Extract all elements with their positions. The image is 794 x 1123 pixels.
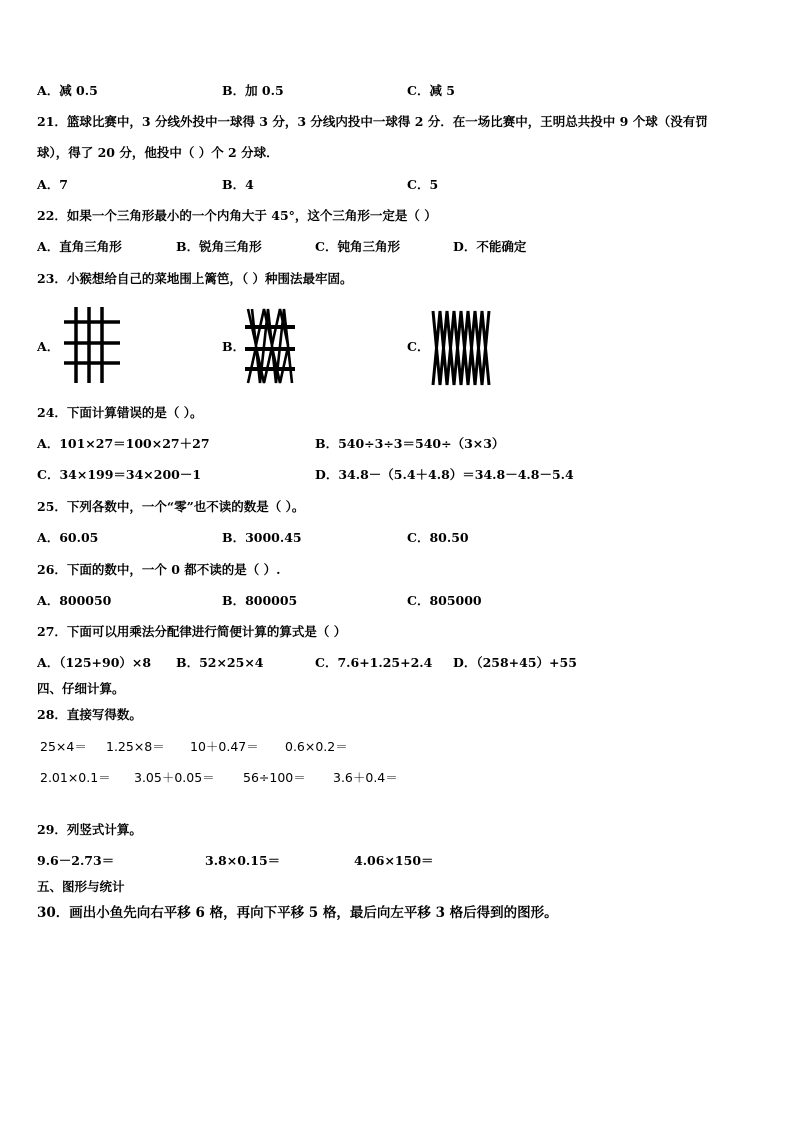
- section-heading-5: 五、图形与统计: [37, 879, 125, 894]
- q23-option-b[interactable]: B．: [222, 339, 246, 354]
- q22-option-d[interactable]: D．不能确定: [453, 239, 527, 254]
- q27-option-a[interactable]: A．（125+90）×8: [37, 655, 152, 670]
- q20-option-b[interactable]: B．加 0.5: [222, 83, 284, 98]
- q25-option-b[interactable]: B．3000.45: [222, 530, 302, 545]
- q25-stem: 25．下列各数中，一个“零”也不读的数是（ ）。: [37, 499, 305, 514]
- q27-option-d[interactable]: D．（258+45）+55: [453, 655, 577, 670]
- q28-item-3: 10＋0.47＝: [190, 739, 259, 754]
- fence-grid-image-a[interactable]: [62, 305, 124, 385]
- q28-stem: 28．直接写得数。: [37, 707, 142, 722]
- q25-option-a[interactable]: A．60.05: [37, 530, 99, 545]
- q28-item-5: 2.01×0.1＝: [40, 770, 111, 785]
- q21-option-b[interactable]: B．4: [222, 177, 254, 192]
- q28-item-2: 1.25×8＝: [106, 739, 165, 754]
- q27-option-b[interactable]: B．52×25×4: [176, 655, 264, 670]
- fence-zigzag-image-c[interactable]: [430, 307, 494, 387]
- q20-option-c[interactable]: C．减 5: [407, 83, 455, 98]
- q29-stem: 29．列竖式计算。: [37, 822, 142, 837]
- q29-item-3: 4.06×150＝: [354, 853, 434, 868]
- q24-option-c[interactable]: C．34×199＝34×200－1: [37, 467, 202, 482]
- q23-stem: 23．小猴想给自己的菜地围上篱笆，（ ）种围法最牢固。: [37, 271, 353, 286]
- q29-item-1: 9.6－2.73＝: [37, 853, 115, 868]
- q24-option-d[interactable]: D．34.8－（5.4＋4.8）＝34.8－4.8－5.4: [315, 467, 574, 482]
- q22-option-a[interactable]: A．直角三角形: [37, 239, 122, 254]
- q24-option-b[interactable]: B．540÷3÷3＝540÷（3×3）: [315, 436, 505, 451]
- q22-stem: 22．如果一个三角形最小的一个内角大于 45°，这个三角形一定是（ ）: [37, 208, 437, 223]
- q28-item-8: 3.6＋0.4＝: [333, 770, 398, 785]
- q24-option-a[interactable]: A．101×27＝100×27＋27: [37, 436, 210, 451]
- section-heading-4: 四、仔细计算。: [37, 681, 125, 696]
- q26-stem: 26．下面的数中，一个 0 都不读的是（ ）.: [37, 562, 281, 577]
- q21-option-a[interactable]: A．7: [37, 177, 68, 192]
- q21-option-c[interactable]: C．5: [407, 177, 439, 192]
- q21-stem-line2: 球），得了 20 分，他投中（ ）个 2 分球．: [37, 145, 279, 160]
- q27-stem: 27．下面可以用乘法分配律进行简便计算的算式是（ ）: [37, 624, 347, 639]
- q28-item-6: 3.05＋0.05＝: [134, 770, 215, 785]
- q22-option-b[interactable]: B．锐角三角形: [176, 239, 262, 254]
- q26-option-c[interactable]: C．805000: [407, 593, 482, 608]
- q20-option-a[interactable]: A．减 0.5: [37, 83, 98, 98]
- fence-mixed-image-b[interactable]: [244, 305, 296, 387]
- q24-stem: 24．下面计算错误的是（ ）。: [37, 405, 203, 420]
- q26-option-a[interactable]: A．800050: [37, 593, 112, 608]
- q22-option-c[interactable]: C．钝角三角形: [315, 239, 400, 254]
- q30-stem: 30．画出小鱼先向右平移 6 格，再向下平移 5 格，最后向左平移 3 格后得到的图形。: [37, 905, 558, 921]
- q28-item-4: 0.6×0.2＝: [285, 739, 348, 754]
- q21-stem-line1: 21．篮球比赛中，3 分线外投中一球得 3 分，3 分线内投中一球得 2 分．在一场比赛中，王明总共投中 9 个球（没有罚: [37, 114, 708, 129]
- q29-item-2: 3.8×0.15＝: [205, 853, 281, 868]
- q26-option-b[interactable]: B．800005: [222, 593, 298, 608]
- q25-option-c[interactable]: C．80.50: [407, 530, 469, 545]
- q23-option-c[interactable]: C．: [407, 339, 430, 354]
- q28-item-7: 56÷100＝: [243, 770, 306, 785]
- q28-item-1: 25×4＝: [40, 739, 87, 754]
- q23-option-a[interactable]: A．: [37, 339, 60, 354]
- q27-option-c[interactable]: C．7.6+1.25+2.4: [315, 655, 433, 670]
